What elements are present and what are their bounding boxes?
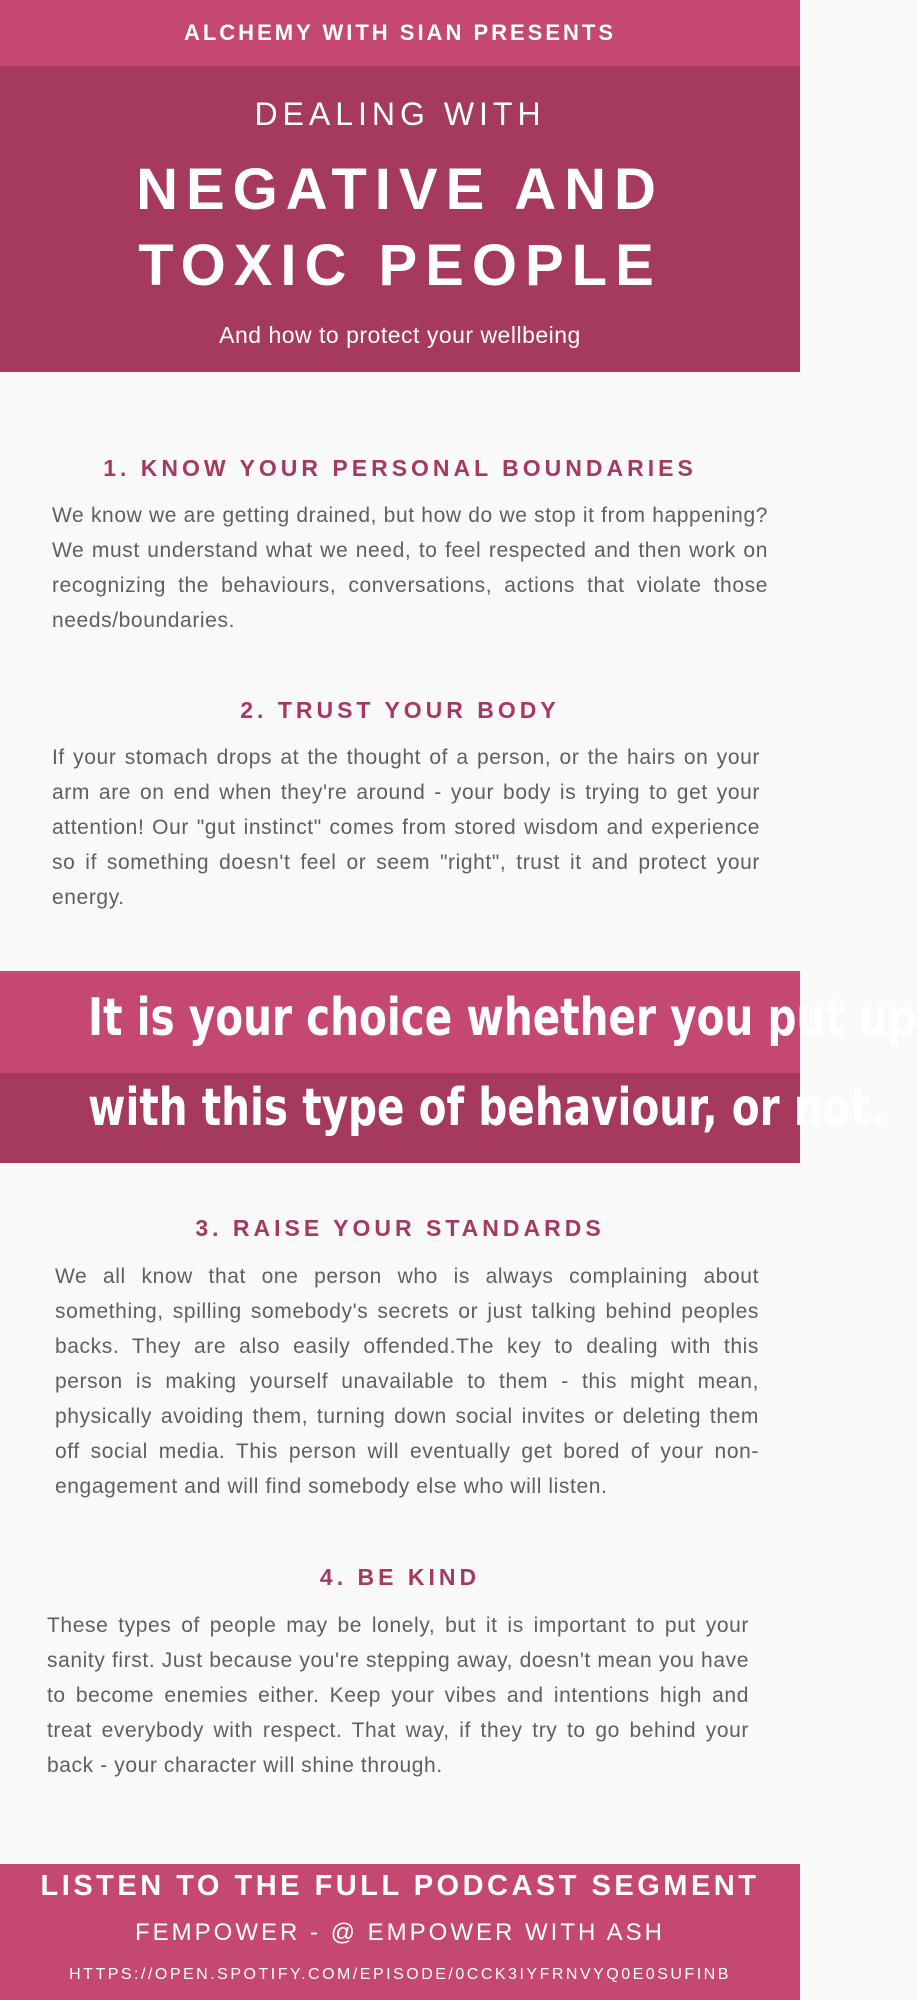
listen-cta: LISTEN TO THE FULL PODCAST SEGMENT <box>40 1870 760 1902</box>
hero-tagline: And how to protect your wellbeing <box>219 322 581 348</box>
section-4-body: These types of people may be lonely, but it is important to put your sanity first. Just because you're stepping away, doesn't mean you have to become enemies either. Keep your vibes and intentions high and treat everybody with respect. That way, if they try to go behind your back - your character will shine through. <box>47 1614 749 1777</box>
hero-title-line1: NEGATIVE AND <box>136 157 664 222</box>
section-2-body: If your stomach drops at the thought of a person, or the hairs on your arm are on end when they're around - your body is trying to get your attention! Our "gut instinct" comes from stored wisdom and experience so if something doesn't feel or seem "right", trust it and protect your energy. <box>52 746 760 909</box>
hero-subtitle: DEALING WITH <box>254 96 546 132</box>
presenter-banner <box>0 0 800 66</box>
section-3-heading: 3. RAISE YOUR STANDARDS <box>195 1215 605 1241</box>
podcast-footer <box>0 1864 800 2000</box>
hero-title-line2: TOXIC PEOPLE <box>138 233 662 298</box>
section-1-heading: 1. KNOW YOUR PERSONAL BOUNDARIES <box>103 455 697 481</box>
podcast-name: FEMPOWER - @ EMPOWER WITH ASH <box>134 1919 666 1946</box>
quote-line-2: with this type of behaviour, or not. <box>88 1078 886 1138</box>
quote-line-1: It is your choice whether you put up <box>88 988 917 1048</box>
section-2-heading: 2. TRUST YOUR BODY <box>240 697 560 723</box>
section-4-heading: 4. BE KIND <box>319 1564 481 1590</box>
section-3-body: We all know that one person who is always complaining about something, spilling somebody's secrets or just talking behind peoples backs. They are also easily offended.The key to dealing with this person is making yourself unavailable to them - this might mean, physically avoiding them, turning down social invites or deleting them off social media. This person will eventually get bored of your non-engagement and will find somebody else who will listen. <box>55 1265 759 1498</box>
presenter-text: ALCHEMY WITH SIAN PRESENTS <box>183 20 617 45</box>
hero-banner <box>0 66 800 372</box>
spotify-link[interactable]: HTTPS://OPEN.SPOTIFY.COM/EPISODE/0CCK3IYFRNVYQ0E0SUFINB <box>69 1966 731 1983</box>
section-1-body: We know we are getting drained, but how do we stop it from happening? We must understand what we need, to feel respected and then work on recognizing the behaviours, conversations, actions that violate those needs/boundaries. <box>52 504 768 632</box>
